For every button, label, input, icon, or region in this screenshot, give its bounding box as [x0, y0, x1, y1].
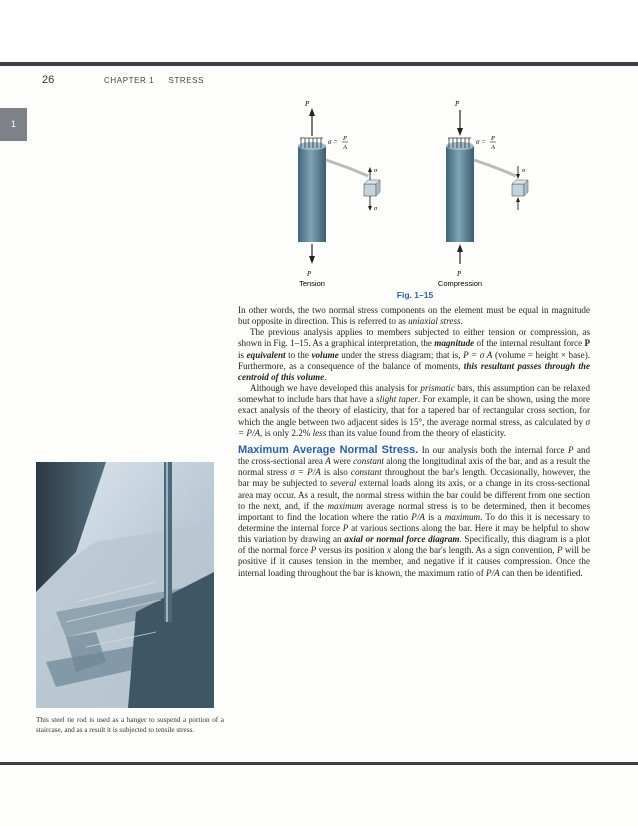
arrowhead-icon — [457, 128, 463, 136]
chapter-tab: 1 — [0, 108, 27, 141]
chapter-title: STRESS — [168, 76, 205, 85]
compression-bar — [446, 146, 474, 242]
page-number: 26 — [42, 74, 55, 86]
tension-sigma-eq: σ = — [328, 138, 338, 146]
tie-rod-photo — [36, 462, 214, 708]
tension-frac-num: P — [343, 135, 347, 142]
body-text — [238, 305, 590, 579]
paragraph-3: Although we have developed this analysis for prismatic bars, this assumption can be relaxed somewhat to include bars that have a slight taper. For example, it can be shown, using the more exact analysis of the theory of elasticity, that for a tapered bar of rectangular cross section, for which the angle between two adjacent sides is 15°, the average normal stress, as calculated by σ = P/A, is only 2.2% less than its value found from the theory of elasticity. — [238, 383, 590, 438]
compression-element — [512, 184, 524, 196]
tension-top-P: P — [305, 100, 310, 108]
tension-bar — [298, 146, 326, 242]
header-rule — [0, 62, 638, 66]
tension-label: Tension — [299, 279, 325, 288]
compression-bottom-P: P — [457, 270, 462, 278]
compression-frac-num: P — [491, 135, 495, 142]
compression-element-sigma-top: σ — [522, 167, 526, 174]
compression-bar-group — [438, 100, 528, 288]
tension-bottom-P: P — [307, 270, 312, 278]
paragraph-1: In other words, the two normal stress components on the element must be equal in magnitude but opposite in direction. This is referred to as uniaxial stress. — [238, 305, 590, 327]
footer-rule — [0, 762, 638, 765]
running-head — [104, 76, 204, 85]
tension-element-sigma-bottom: σ — [374, 205, 378, 212]
tension-frac-den: A — [343, 144, 347, 151]
photo-caption: This steel tie rod is used as a hanger to suspend a portion of a staircase, and as a result it is subjected to tensile stress. — [36, 716, 224, 734]
section-title: Maximum Average Normal Stress. — [238, 443, 419, 456]
figure-caption: Fig. 1–15 — [396, 290, 434, 300]
compression-label: Compression — [437, 279, 483, 288]
tension-element — [364, 184, 376, 196]
arrowhead-icon — [309, 108, 315, 116]
paragraph-4: Maximum Average Normal Stress. In our analysis both the internal force P and the cross-sectional area A were constant along the longitudinal axis of the bar, and as a result the normal stress σ = P/A is also constant throughout the bar's length. Occasionally, however, the bar may be subjected to several external loads along its axis, or a change in its cross-sectional area may occur. As a result, the normal stress within the bar could be different from one section to the next, and, if the maximum average normal stress is to be determined, then it becomes important to find the location where the ratio P/A is a maximum. To do this it is necessary to determine the internal force P at various sections along the bar. Here it may be helpful to show this variation by drawing an axial or normal force diagram. Specifically, this diagram is a plot of the normal force P versus its position x along the bar's length. As a sign convention, P will be positive if it causes tension in the member, and negative if it causes compression. Once the internal loading throughout the bar is known, the maximum ratio of P/A can then be identified. — [238, 443, 591, 578]
tension-element-sigma-top: σ — [374, 167, 378, 174]
compression-top-P: P — [455, 100, 460, 108]
tension-bar-group — [298, 100, 380, 288]
top-margin — [0, 0, 638, 60]
chapter-label: CHAPTER 1 — [104, 76, 155, 85]
figure-1-15 — [260, 96, 590, 308]
compression-bar-top — [446, 142, 474, 150]
tension-leader — [326, 160, 368, 176]
paragraph-2: The previous analysis applies to members subjected to either tension or compression, as shown in Fig. 1–15. As a graphical interpretation, the magnitude of the internal resultant force P is equivalent to the volume under the stress diagram; that is, P = σ A (volume = height × base). Furthermore, as a consequence of the balance of moments, this resultant passes through the centroid of this volume. — [238, 327, 590, 382]
compression-sigma-eq: σ = — [476, 138, 486, 146]
compression-frac-den: A — [491, 144, 495, 151]
arrowhead-icon — [309, 256, 315, 264]
arrowhead-icon — [457, 244, 463, 252]
compression-leader — [474, 160, 516, 176]
tension-bar-top — [298, 142, 326, 150]
